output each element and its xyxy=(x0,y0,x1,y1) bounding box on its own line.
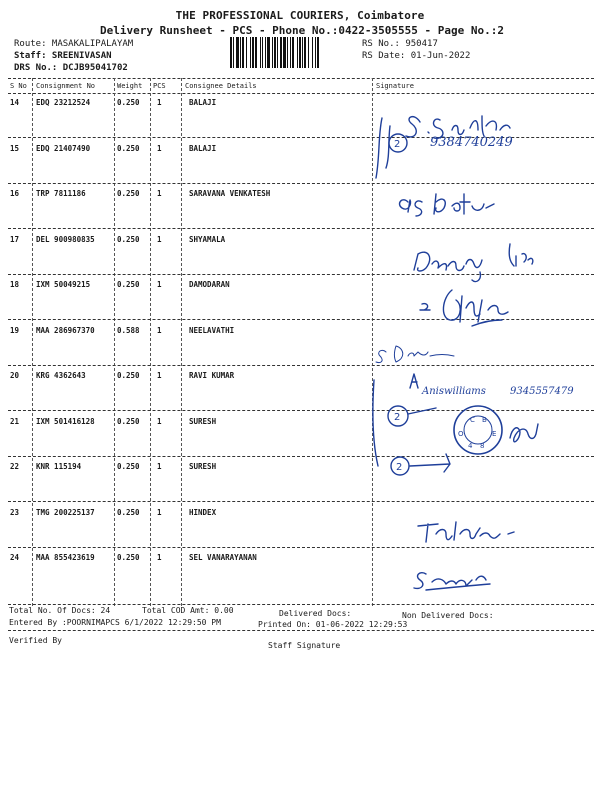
rs-date: RS Date: 01-Jun-2022 xyxy=(362,51,471,61)
route-label: Route: MASAKALIPALAYAM xyxy=(14,39,134,49)
svg-text:4: 4 xyxy=(468,442,473,450)
row-weight: 0.250 xyxy=(117,280,140,289)
row-weight: 0.250 xyxy=(117,462,140,471)
row-sno: 18 xyxy=(10,280,20,289)
svg-text:2: 2 xyxy=(394,139,401,150)
svg-text:O: O xyxy=(458,430,464,438)
row-divider xyxy=(8,547,594,548)
row-consignee: HINDEX xyxy=(189,507,217,517)
row-consignment-no: EDQ 21407490 xyxy=(36,143,91,153)
svg-text:2: 2 xyxy=(394,412,401,423)
row-consignee: SHYAMALA xyxy=(189,234,226,244)
table-top-rule xyxy=(8,78,594,79)
svg-text:B: B xyxy=(482,416,487,424)
row-consignee: SURESH xyxy=(189,462,217,471)
svg-text:2: 2 xyxy=(396,462,403,473)
header-bottom-rule xyxy=(8,93,594,94)
row-divider xyxy=(8,183,594,184)
row-divider xyxy=(8,319,594,320)
non-delivered-docs: Non Delivered Docs: xyxy=(402,611,494,620)
row-pcs: 1 xyxy=(157,143,162,153)
row-weight: 0.250 xyxy=(117,507,140,517)
row-consignee: DAMODARAN xyxy=(189,280,230,289)
row-consignment-no: EDQ 23212524 xyxy=(36,98,91,107)
row-weight: 0.250 xyxy=(117,416,140,426)
row-sno: 20 xyxy=(10,371,20,380)
svg-text:Aniswilliams: Aniswilliams xyxy=(422,386,486,397)
row-divider xyxy=(8,456,594,457)
row-weight: 0.250 xyxy=(117,143,140,153)
row-weight: 0.250 xyxy=(117,553,140,562)
row-consignment-no: DEL 900980835 xyxy=(36,234,95,244)
column-header-consignment: Consignment No xyxy=(36,82,96,90)
printed-on: Printed On: 01-06-2022 12:29:53 xyxy=(258,620,408,629)
row-weight: 0.250 xyxy=(117,371,140,380)
row-sno: 14 xyxy=(10,98,20,107)
row-divider xyxy=(8,365,594,366)
row-divider xyxy=(8,137,594,138)
table-row xyxy=(0,553,600,598)
row-sno: 24 xyxy=(10,553,20,562)
row-consignee: SARAVANA VENKATESH xyxy=(189,189,271,198)
entered-by: Entered By :POORNIMAPCS 6/1/2022 12:29:50 PM xyxy=(9,618,221,627)
footer-rule xyxy=(8,630,594,631)
total-docs: Total No. Of Docs: 24 xyxy=(9,606,111,615)
row-sno: 17 xyxy=(10,234,20,244)
row-consignee: SURESH xyxy=(189,416,217,426)
row-consignment-no: IXM 501416128 xyxy=(36,416,95,426)
row-pcs: 1 xyxy=(157,507,162,517)
row-pcs: 1 xyxy=(157,416,162,426)
row-consignment-no: TMG 200225137 xyxy=(36,507,95,517)
barcode-image xyxy=(230,37,355,68)
verified-by-label: Verified By xyxy=(9,636,62,645)
svg-text:8: 8 xyxy=(480,442,485,450)
row-sno: 15 xyxy=(10,143,20,153)
row-divider xyxy=(8,501,594,502)
row-pcs: 1 xyxy=(157,234,162,244)
total-cod-amount: Total COD Amt: 0.00 xyxy=(142,606,234,615)
row-consignee: RAVI KUMAR xyxy=(189,371,235,380)
row-consignment-no: TRP 7811186 xyxy=(36,189,86,198)
row-consignment-no: KRG 4362643 xyxy=(36,371,86,380)
row-weight: 0.588 xyxy=(117,325,140,335)
drs-number: DRS No.: DCJB95041702 xyxy=(14,63,128,73)
row-weight: 0.250 xyxy=(117,189,140,198)
staff-label: Staff: SREENIVASAN xyxy=(14,51,112,61)
row-consignee: BALAJI xyxy=(189,143,217,153)
column-header-consignee: Consignee Details xyxy=(185,82,257,90)
column-header-weight: Weight xyxy=(117,82,143,90)
svg-text:E: E xyxy=(492,430,497,438)
row-sno: 16 xyxy=(10,189,20,198)
column-header-signature: Signature xyxy=(376,82,414,90)
row-pcs: 1 xyxy=(157,462,162,471)
staff-signature-label: Staff Signature xyxy=(268,641,341,650)
row-sno: 19 xyxy=(10,325,20,335)
row-weight: 0.250 xyxy=(117,234,140,244)
row-pcs: 1 xyxy=(157,325,162,335)
handwritten-phone-1: 9384740249 xyxy=(430,135,513,150)
row-sno: 22 xyxy=(10,462,20,471)
row-divider xyxy=(8,410,594,411)
svg-text:C: C xyxy=(470,416,475,424)
column-header-pcs: PCS xyxy=(153,82,166,90)
row-pcs: 1 xyxy=(157,553,162,562)
row-consignee: BALAJI xyxy=(189,98,217,107)
row-consignee: NEELAVATHI xyxy=(189,325,235,335)
row-consignment-no: MAA 855423619 xyxy=(36,553,95,562)
row-divider xyxy=(8,228,594,229)
row-pcs: 1 xyxy=(157,280,162,289)
row-sno: 23 xyxy=(10,507,20,517)
table-bottom-rule xyxy=(8,604,594,605)
row-consignee: SEL VANARAYANAN xyxy=(189,553,257,562)
delivered-docs: Delivered Docs: xyxy=(279,609,352,618)
row-pcs: 1 xyxy=(157,189,162,198)
row-pcs: 1 xyxy=(157,371,162,380)
row-consignment-no: MAA 286967370 xyxy=(36,325,95,335)
document-subtitle: Delivery Runsheet - PCS - Phone No.:0422-3505555 - Page No.:2 xyxy=(100,24,504,37)
rs-number: RS No.: 950417 xyxy=(362,39,438,49)
handwritten-phone-2: 9345557479 xyxy=(510,386,574,397)
column-header-sno: S No xyxy=(10,82,27,90)
row-sno: 21 xyxy=(10,416,20,426)
row-pcs: 1 xyxy=(157,98,162,107)
document-title: THE PROFESSIONAL COURIERS, Coimbatore xyxy=(175,9,425,22)
row-consignment-no: IXM 50049215 xyxy=(36,280,91,289)
row-weight: 0.250 xyxy=(117,98,140,107)
row-divider xyxy=(8,274,594,275)
row-consignment-no: KNR 115194 xyxy=(36,462,82,471)
